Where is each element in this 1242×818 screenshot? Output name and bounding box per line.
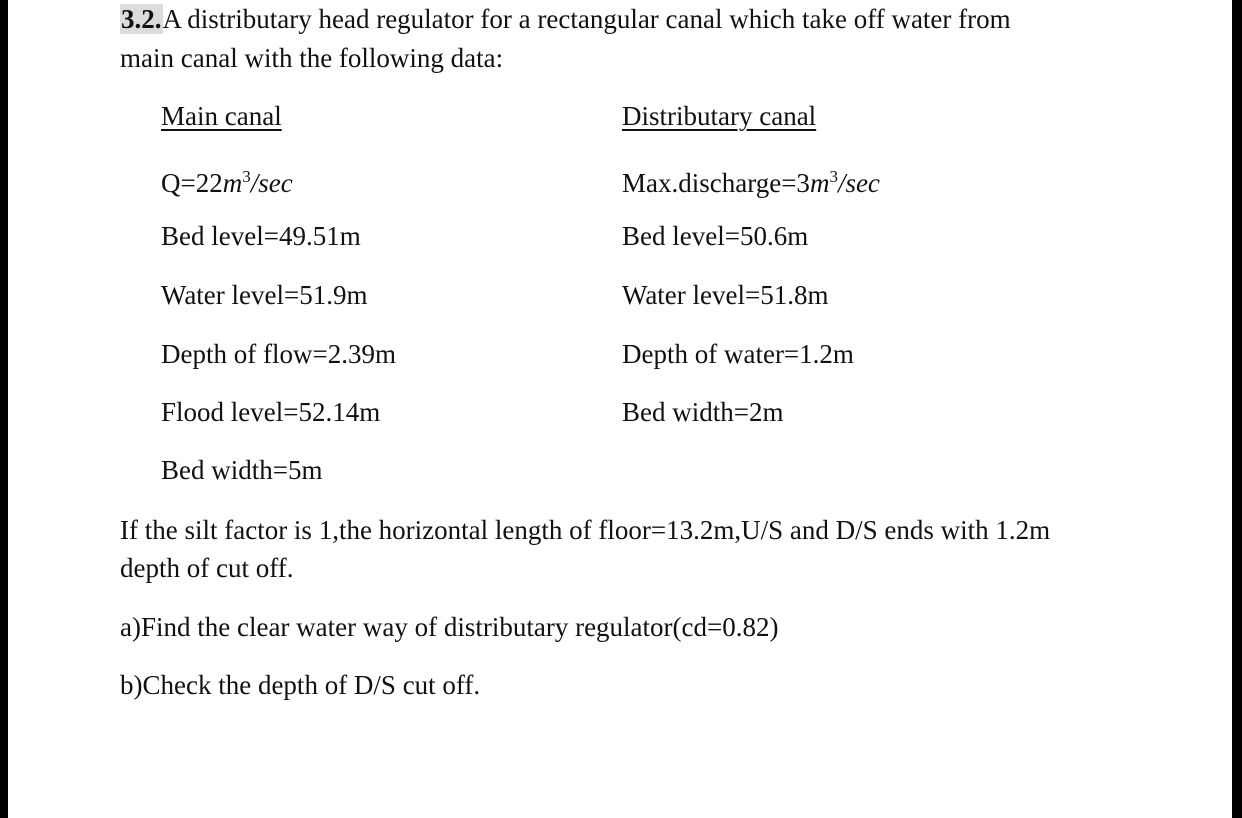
main-canal-flood-level: Flood level=52.14m — [161, 397, 381, 427]
main-canal-discharge-tail: /sec — [250, 168, 293, 198]
distributary-canal-bed-width: Bed width=2m — [622, 397, 784, 427]
document-page — [8, 0, 1232, 818]
main-canal-discharge-label: Q=22 — [161, 168, 223, 198]
distributary-discharge-label: Max.discharge=3 — [622, 168, 810, 198]
main-canal-bed-width: Bed width=5m — [161, 455, 323, 485]
distributary-canal-discharge — [622, 160, 880, 200]
problem-intro-line-1 — [120, 2, 1011, 36]
distributary-canal-heading: Distributary canal — [622, 101, 817, 131]
problem-number: 3.2. — [121, 4, 162, 34]
distributary-discharge-exponent: 3 — [829, 167, 838, 186]
question-b: b)Check the depth of D/S cut off. — [120, 670, 481, 700]
distributary-discharge-unit: m — [809, 168, 830, 198]
main-canal-heading: Main canal — [161, 101, 282, 131]
conditions-line-2: depth of cut off. — [120, 553, 294, 583]
main-canal-discharge — [161, 160, 293, 200]
problem-intro-line-2: main canal with the following data: — [120, 43, 504, 73]
main-canal-discharge-unit: m — [222, 168, 243, 198]
distributary-canal-depth-of-water: Depth of water=1.2m — [622, 339, 854, 369]
question-a: a)Find the clear water way of distributary regulator(cd=0.82) — [120, 612, 779, 642]
main-canal-bed-level: Bed level=49.51m — [161, 221, 361, 251]
distributary-canal-bed-level: Bed level=50.6m — [622, 221, 809, 251]
distributary-discharge-tail: /sec — [837, 168, 880, 198]
main-canal-depth-of-flow: Depth of flow=2.39m — [161, 339, 396, 369]
distributary-canal-water-level: Water level=51.8m — [622, 280, 829, 310]
conditions-line-1: If the silt factor is 1,the horizontal length of floor=13.2m,U/S and D/S ends with 1.2m — [120, 515, 1051, 545]
main-canal-water-level: Water level=51.9m — [161, 280, 368, 310]
main-canal-discharge-exponent: 3 — [242, 167, 251, 186]
problem-intro-text: A distributary head regulator for a rectangular canal which take off water from — [162, 4, 1011, 34]
